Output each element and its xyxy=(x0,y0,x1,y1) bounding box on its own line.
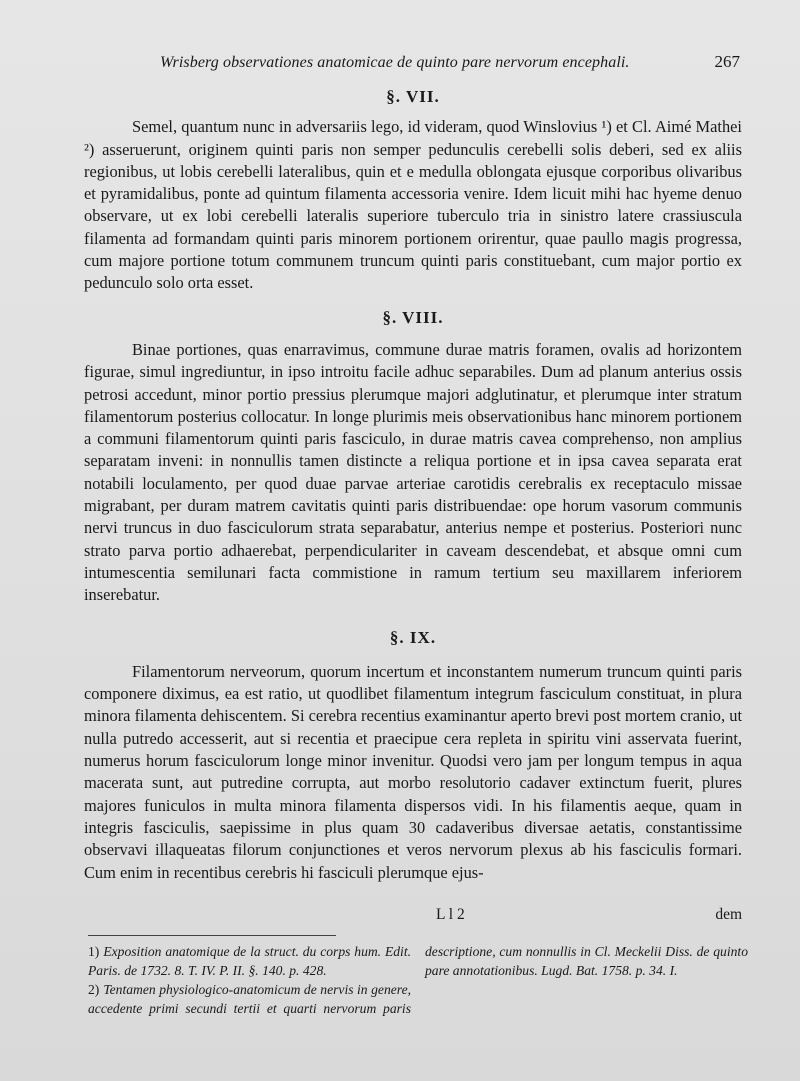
catchword: dem xyxy=(715,906,742,923)
running-title: Wrisberg observationes anatomicae de quinto pare nervorum encephali. xyxy=(160,54,630,71)
section-title-vii: §. VII. xyxy=(386,87,440,106)
section-title-ix: §. IX. xyxy=(389,627,437,647)
footnote-number: 2) xyxy=(88,982,100,997)
running-head xyxy=(160,52,740,72)
page-number: 267 xyxy=(714,52,740,71)
footnote-text: Exposition anatomique de la struct. du corps hum. Edit. Paris. de 1732. 8. T. IV. P. II. §. 140. p. 428. xyxy=(88,944,411,978)
footnote-text: Tentamen physiologico-anatomicum de nervis in genere, accedente primi secundi tertii et quarti nervorum paris descriptione, cum nonnullis in Cl. Meckelii Diss. de quinto pare annotationibus. Lugd. Bat. 1758. p. 34. I. xyxy=(88,944,748,1016)
paragraph-viii: Binae portiones, quas enarravimus, commune durae matris foramen, ovalis ad horizontem figurae, simul ingrediuntur, in ipso introitu facile adhuc separabiles. Dum ad planum anterius ossis petrosi accedunt, minor portio pressius plerumque majori adglutinatur, et plerumque inter stratum filamentorum posterius collocatur. In longe plurimis meis observationibus hanc minorem portionem a communi filamentorum quinti paris fasciculo, in durae matris cavea comprehenso, non amplius separatam inveni: in nonnullis tamen distincte a reliqua portione et in ipsa cavea separata erat notabili loculamento, per quod duae parvae arteriae carotidis cerebralis ex receptaculo missae migrabant, per duram matrem cavitatis quinti paris distribuendae: ope horum vasorum communis nervi truncus in duo fasciculorum strata separabatur, anterius nempe et posterius. Posteriori nunc strato parva portio adhaerebat, perpendiculariter in caveam descendebat, et absque omni cum intumescentia semilunari facta commistione in ramum tertium seu maxillarem inferiorem inserebatur. xyxy=(84,339,742,605)
footnotes xyxy=(88,942,748,1018)
page-footer xyxy=(84,906,742,924)
footnote-number: 1) xyxy=(88,944,100,959)
section-title-viii: §. VIII. xyxy=(382,307,444,327)
footnote-1 xyxy=(88,942,411,980)
paragraph-ix: Filamentorum nerveorum, quorum incertum et inconstantem numerum truncum quinti paris componere diximus, ea est ratio, ut quodlibet filamentum integrum fasciculum constituat, in plura minora filamenta dehiscentem. Si cerebra recentius examinantur aperto brevi post mortem cranio, ut nulla putredo accesserit, aut si recentia et praecipue cera repleta in spiritu vini asservata fuerint, numerus horum fasciculorum longe minor invenitur. Quodsi vero jam per longum tempus in aqua macerata sunt, aut putredine corrupta, aut morbo resolutorio cadaver extinctum fuerit, plures majores funiculos in multa minora filamenta dispersos vidi. In his filamentis aeque, quam in integris fasciculis, saepissime in plus quam 30 cadaveribus diversae aetatis, constantissime observavi illaqueatas filorum conjunctiones et veros nervorum plexus ab his fasciculis formari. Cum enim in recentibus cerebris hi fasciculi plerumque ejus- xyxy=(84,661,742,882)
signature-mark: L l 2 xyxy=(436,906,465,923)
main-text xyxy=(84,86,742,884)
footnote-rule xyxy=(88,935,336,936)
paragraph-vii: Semel, quantum nunc in adversariis lego, id videram, quod Winslovius ¹) et Cl. Aimé Mathei ²) asseruerunt, originem quinti paris non semper pedunculis cerebelli solis deberi, sed ex aliis regionibus, ut lobis cerebelli lateralibus, quin et e medulla oblongata ejusque corporibus olivaribus et pyramidalibus, ponte ad quintum filamenta accessoria venire. Idem licuit mihi hac hyeme denuo observare, ut ex lobi cerebelli lateralis superiore tuberculo tria in sinistro latere crassiuscula filamenta ad formandam quinti paris minorem portionem orirentur, quae paullo magis progressa, cum majore portione totum communem truncum quinti paris constituebant, cum major portio ex pedunculo solo orta esset. xyxy=(84,117,742,293)
